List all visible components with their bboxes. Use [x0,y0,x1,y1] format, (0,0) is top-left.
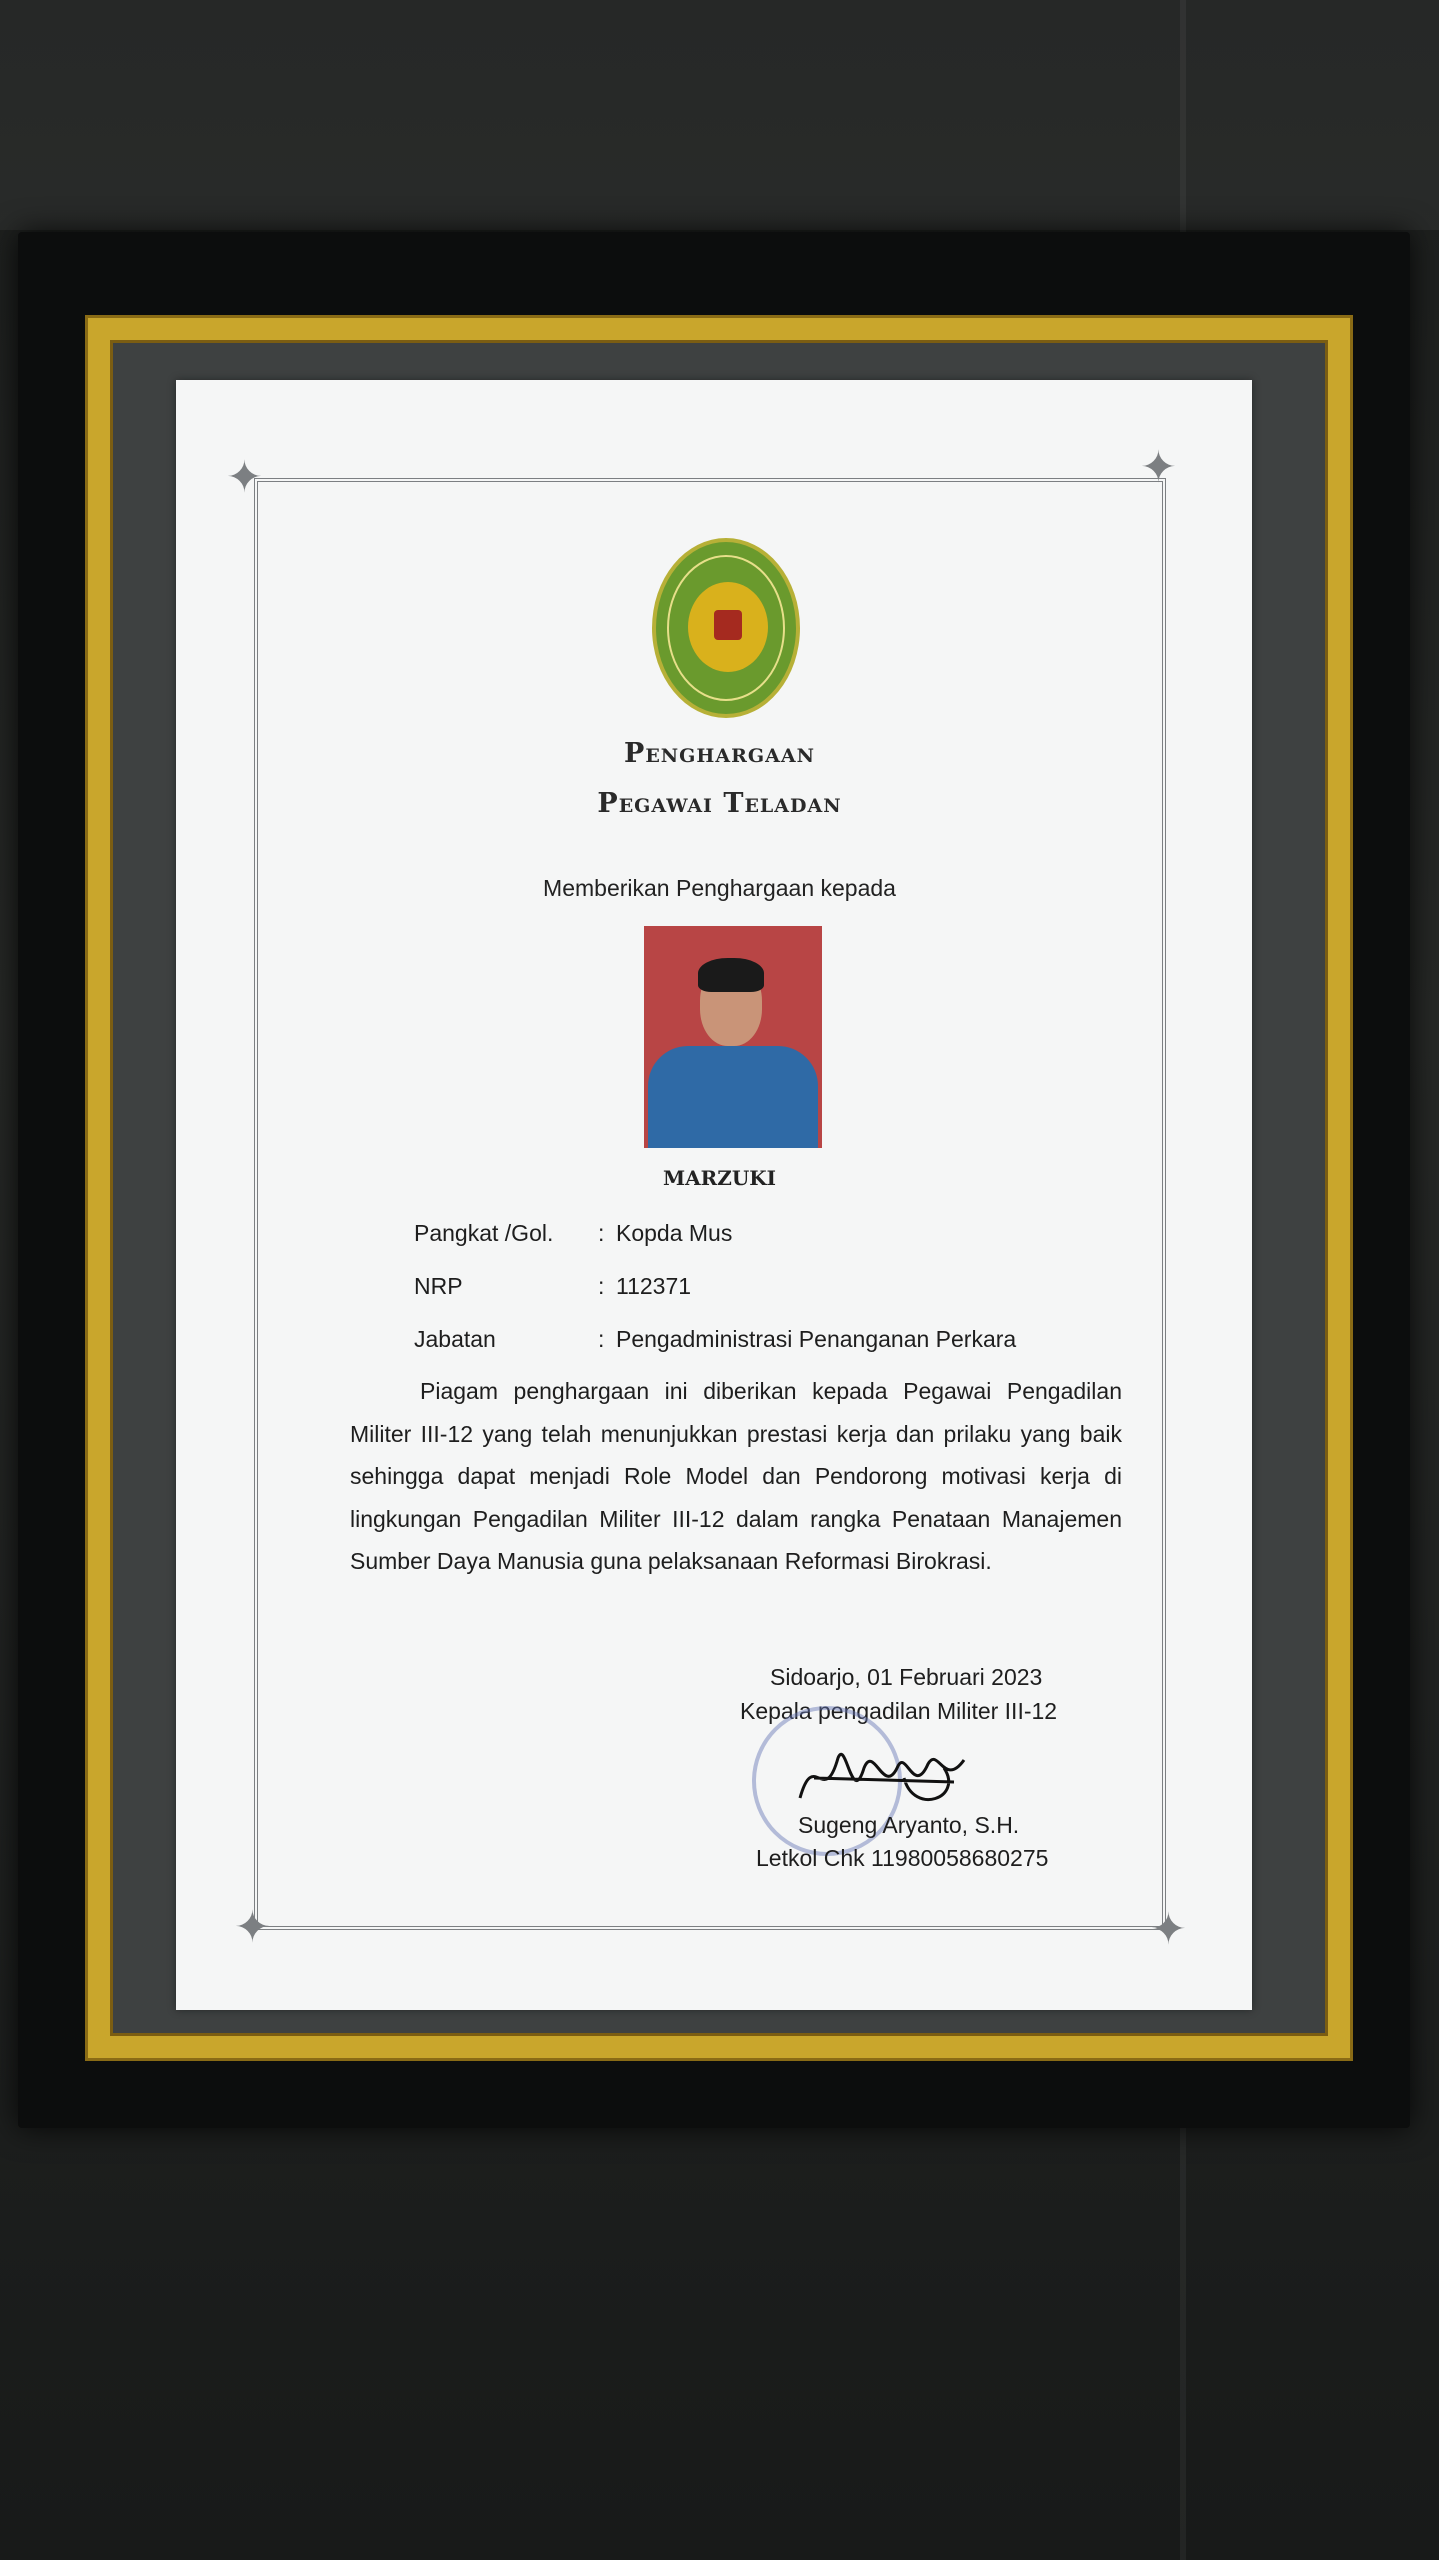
background-wall-top [0,0,1439,230]
star-icon: ✦ [1150,1904,1187,1955]
emblem-sun [688,582,768,672]
field-value-position: Pengadministrasi Penanganan Perkara [616,1326,1017,1352]
place-date: Sidoarjo, 01 Februari 2023 [770,1664,1043,1690]
signer-name: Sugeng Aryanto, S.H. [798,1812,1020,1838]
star-icon: ✦ [1140,442,1177,493]
emblem-shield [714,610,742,640]
certificate-body: Piagam penghargaan ini diberikan kepada Pegawai Pengadilan Militer III-12 yang telah menunjukkan prestasi kerja dan prilaku yang baik sehingga dapat menjadi Role Model dan Pendorong motivasi kerja di lingkungan Pengadilan Militer III-12 dalam rangka Penataan Manajemen Sumber Daya Manusia guna pelaksanaan Reformasi Birokrasi. [350,1378,1122,1574]
field-colon: : [598,1273,605,1299]
court-emblem-icon [652,538,800,718]
field-value-rank: Kopda Mus [616,1220,733,1246]
field-value-nrp: 112371 [616,1273,692,1299]
signer-rank: Letkol Chk 11980058680275 [756,1845,1049,1871]
field-colon: : [598,1220,605,1246]
signature-mark [794,1738,984,1818]
field-colon: : [598,1326,605,1352]
photo-hair [698,958,764,992]
signer-office: Kepala pengadilan Militer III-12 [740,1698,1058,1724]
field-label-nrp: NRP [414,1273,463,1299]
star-icon: ✦ [234,1902,271,1953]
field-label-rank: Pangkat /Gol. [414,1220,554,1246]
certificate-title-line2: Pegawai Teladan [597,788,842,819]
field-label-position: Jabatan [414,1326,496,1352]
star-icon: ✦ [226,452,263,503]
recipient-photo [644,926,822,1148]
recipient-name: MARZUKI [662,1166,777,1190]
photo-uniform [648,1046,818,1148]
certificate-subtitle: Memberikan Penghargaan kepada [543,875,896,901]
certificate-title-line1: Penghargaan [624,738,815,769]
